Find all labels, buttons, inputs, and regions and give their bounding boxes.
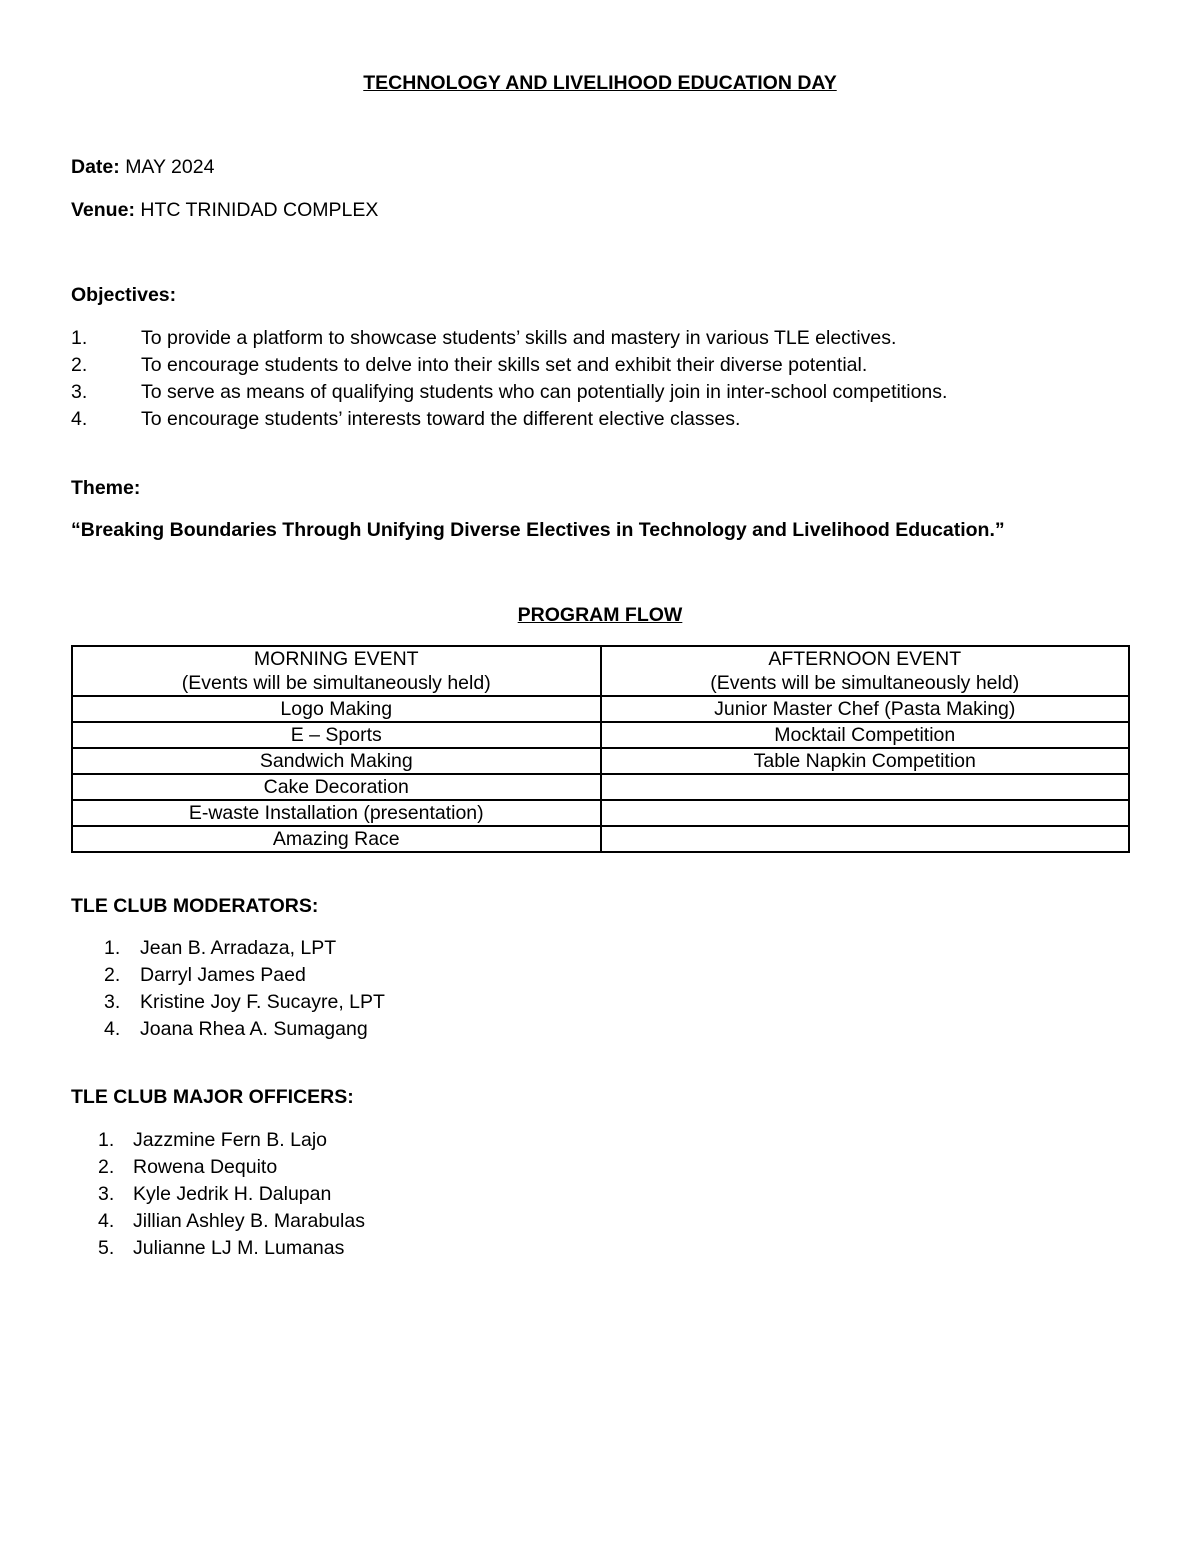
officer-name: Julianne LJ M. Lumanas — [133, 1237, 345, 1259]
morning-event-cell: Amazing Race — [72, 826, 601, 852]
officers-heading: TLE CLUB MAJOR OFFICERS: — [71, 1086, 354, 1108]
afternoon-event-cell: Table Napkin Competition — [601, 748, 1130, 774]
list-number: 5. — [98, 1237, 115, 1259]
program-flow-heading: PROGRAM FLOW — [517, 604, 683, 626]
afternoon-event-cell — [601, 826, 1130, 852]
venue-line — [71, 199, 378, 222]
morning-event-cell: Sandwich Making — [72, 748, 601, 774]
officer-name: Jillian Ashley B. Marabulas — [133, 1210, 365, 1232]
afternoon-event-cell — [601, 774, 1130, 800]
list-item — [98, 1129, 327, 1152]
date-label: Date: — [71, 156, 120, 178]
list-number: 4. — [104, 1018, 121, 1040]
list-number: 3. — [104, 991, 121, 1013]
list-item — [98, 1237, 344, 1260]
table-row — [72, 748, 1129, 774]
date-value: MAY 2024 — [125, 156, 215, 178]
list-item — [98, 1156, 277, 1179]
table-row — [72, 826, 1129, 852]
officer-name: Rowena Dequito — [133, 1156, 278, 1178]
list-number: 1. — [98, 1129, 115, 1151]
objective-item — [71, 381, 947, 404]
objective-text: To provide a platform to showcase students’ skills and mastery in various TLE electives. — [141, 327, 897, 349]
header-subline: (Events will be simultaneously held) — [710, 672, 1020, 694]
list-number: 3. — [98, 1183, 115, 1205]
table-row — [72, 800, 1129, 826]
morning-event-cell: E – Sports — [72, 722, 601, 748]
header-subline: (Events will be simultaneously held) — [181, 672, 491, 694]
morning-event-header — [72, 646, 601, 696]
table-header-row — [72, 646, 1129, 696]
header-line: AFTERNOON EVENT — [768, 648, 962, 670]
afternoon-event-header — [601, 646, 1130, 696]
officer-name: Kyle Jedrik H. Dalupan — [133, 1183, 332, 1205]
objective-number: 3. — [71, 381, 88, 403]
afternoon-event-cell: Mocktail Competition — [601, 722, 1130, 748]
theme-heading: Theme: — [71, 477, 141, 499]
header-line: MORNING EVENT — [253, 648, 419, 670]
objective-number: 4. — [71, 408, 88, 430]
list-item — [104, 937, 336, 960]
list-item — [98, 1210, 365, 1233]
venue-value: HTC TRINIDAD COMPLEX — [140, 199, 379, 221]
morning-event-cell: Cake Decoration — [72, 774, 601, 800]
theme-text: “Breaking Boundaries Through Unifying Diverse Electives in Technology and Livelihood Education.” — [71, 519, 1005, 541]
list-number: 1. — [104, 937, 121, 959]
list-item — [104, 1018, 368, 1041]
list-number: 2. — [104, 964, 121, 986]
objectives-heading: Objectives: — [71, 284, 177, 306]
table-row — [72, 696, 1129, 722]
morning-event-cell: E-waste Installation (presentation) — [72, 800, 601, 826]
moderator-name: Jean B. Arradaza, LPT — [140, 937, 337, 959]
objective-text: To serve as means of qualifying students who can potentially join in inter-school competitions. — [141, 381, 948, 403]
table-row — [72, 722, 1129, 748]
officer-name: Jazzmine Fern B. Lajo — [133, 1129, 328, 1151]
list-number: 4. — [98, 1210, 115, 1232]
list-item — [104, 964, 306, 987]
list-item — [98, 1183, 331, 1206]
program-flow-table — [71, 645, 1130, 853]
moderator-name: Joana Rhea A. Sumagang — [140, 1018, 368, 1040]
objective-text: To encourage students to delve into their skills set and exhibit their diverse potential. — [141, 354, 868, 376]
afternoon-event-cell: Junior Master Chef (Pasta Making) — [601, 696, 1130, 722]
table-row — [72, 774, 1129, 800]
afternoon-event-cell — [601, 800, 1130, 826]
moderator-name: Darryl James Paed — [140, 964, 306, 986]
objective-item — [71, 408, 740, 431]
moderator-name: Kristine Joy F. Sucayre, LPT — [140, 991, 385, 1013]
objective-text: To encourage students’ interests toward the different elective classes. — [141, 408, 741, 430]
objective-number: 2. — [71, 354, 88, 376]
objective-item — [71, 327, 896, 350]
document-title: TECHNOLOGY AND LIVELIHOOD EDUCATION DAY — [363, 72, 837, 94]
venue-label: Venue: — [71, 199, 135, 221]
morning-event-cell: Logo Making — [72, 696, 601, 722]
objective-number: 1. — [71, 327, 88, 349]
list-item — [104, 991, 385, 1014]
list-number: 2. — [98, 1156, 115, 1178]
date-line — [71, 156, 214, 179]
moderators-heading: TLE CLUB MODERATORS: — [71, 895, 319, 917]
objective-item — [71, 354, 867, 377]
